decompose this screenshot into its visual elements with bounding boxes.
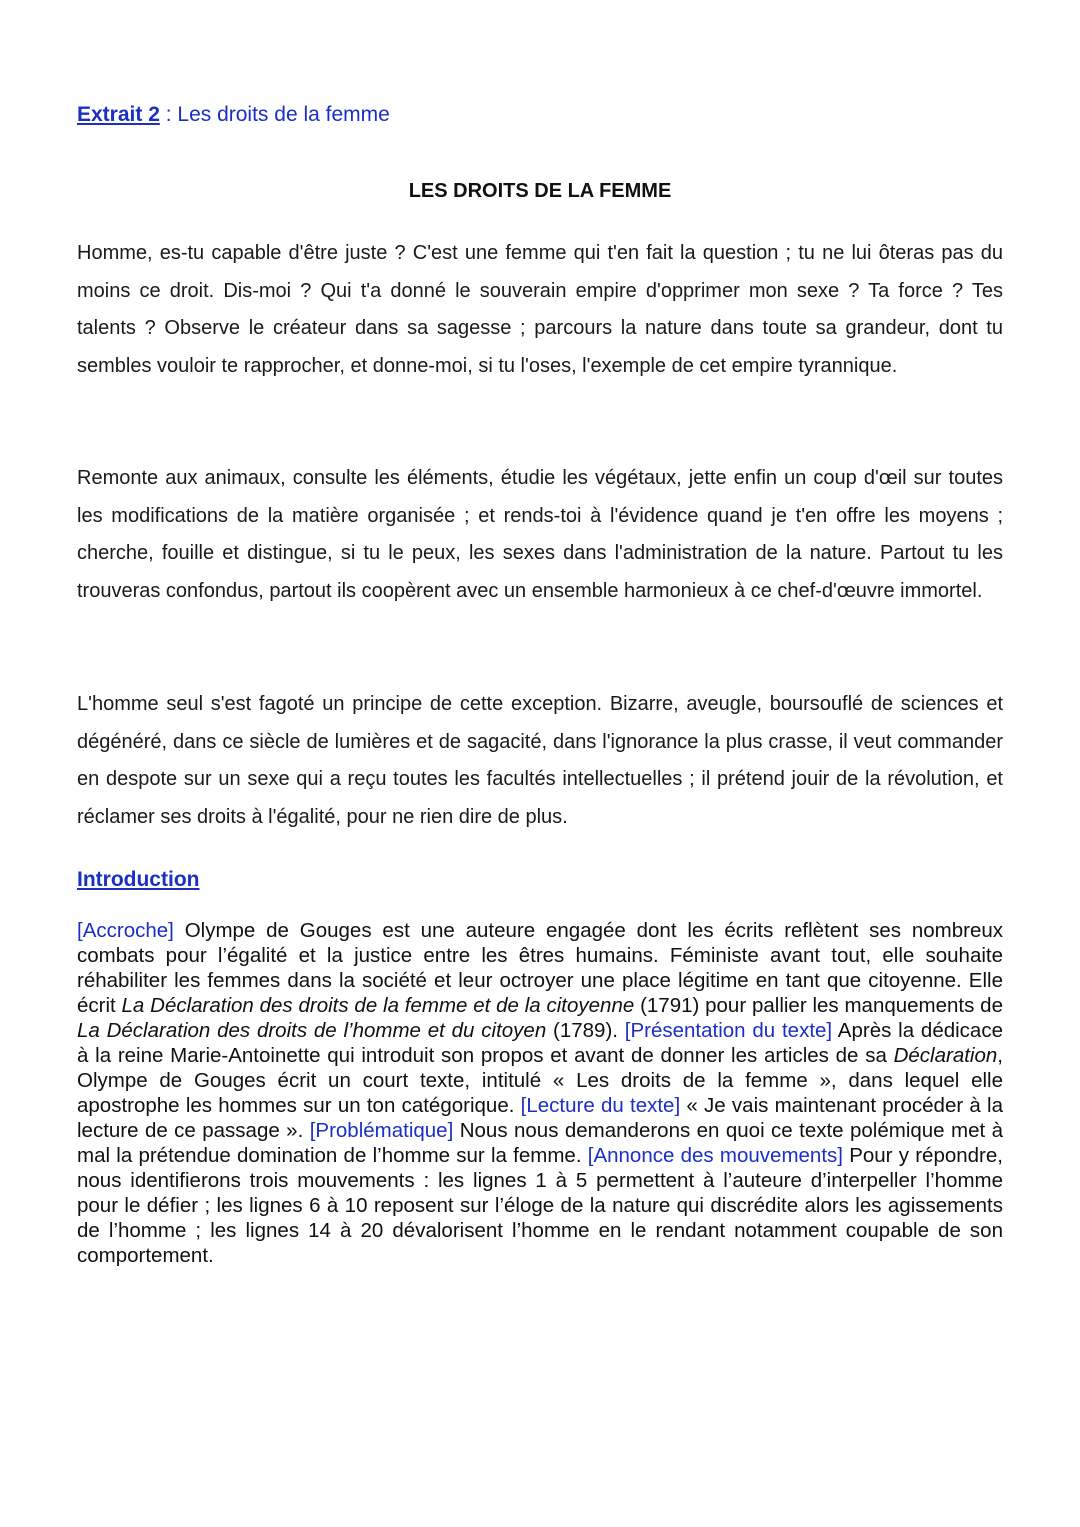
intro-text-2: (1791) pour pallier les manquements de [634,994,1003,1017]
intro-italic-title-3: Déclaration [893,1044,998,1067]
tag-lecture: [Lecture du texte] [520,1094,681,1117]
text-paragraph-3: L'homme seul s'est fagoté un principe de cette exception. Bizarre, aveugle, boursouflé de sciences et dégénéré, dans ce siècle de lumières et de sagacité, dans l'ignorance la plus crasse, il veut commander en despote sur un sexe qui a reçu toutes les facultés intellectuelles ; il prétend jouir de la révolution, et réclamer ses droits à l'égalité, pour ne rien dire de plus. [77,693,1003,828]
intro-italic-title-1: La Déclaration des droits de la femme et de la citoyenne [121,994,635,1017]
intro-text-4: Après la dédicace à la reine Marie-Antoinette qui introduit son propos et avant de donner les articles de sa [77,1019,1003,1067]
intro-text-7: Nous nous demanderons en quoi ce texte polémique met à mal la prétendue domination de l’homme sur la femme. [77,1119,1003,1167]
tag-accroche: [Accroche] [77,919,174,942]
tag-problematique: [Problématique] [309,1119,454,1142]
text-paragraph-2: Remonte aux animaux, consulte les éléments, étudie les végétaux, jette enfin un coup d'œil sur toutes les modifications de la matière organisée ; et rends-toi à l'évidence quand je t'en offre les moyens ; cherche, fouille et distingue, si tu le peux, les sexes dans l'administration de la nature. Partout tu les trouveras confondus, partout ils coopèrent avec un ensemble harmonieux à ce chef-d'œuvre immortel. [77,467,1003,602]
intro-italic-title-2: La Déclaration des droits de l’homme et du citoyen [77,1019,547,1042]
introduction-paragraph [77,918,1003,1268]
intro-text-3: (1789). [546,1019,625,1042]
intro-text-6: « Je vais maintenant procéder à la lecture de ce passage ». [77,1094,1004,1142]
extract-heading [77,101,390,129]
extract-link[interactable]: Extrait 2 [77,103,160,126]
introduction-heading[interactable]: Introduction [77,868,200,891]
intro-text-8: Pour y répondre, nous identifierons trois mouvements : les lignes 1 à 5 permettent à l’auteure d’interpeller l’homme pour le défier ; les lignes 6 à 10 reposent sur l’éloge de la nature qui discrédite alors les agissements de l’homme ; les lignes 14 à 20 dévalorisent l’homme en le rendant notamment coupable de son comportement. [77,1144,1003,1267]
extract-subtitle: Les droits de la femme [177,103,390,126]
text-paragraph-1: Homme, es-tu capable d'être juste ? C'est une femme qui t'en fait la question ; tu ne lui ôteras pas du moins ce droit. Dis-moi ? Qui t'a donné le souverain empire d'opprimer mon sexe ? Ta force ? Tes talents ? Observe le créateur dans sa sagesse ; parcours la nature dans toute sa grandeur, dont tu sembles vouloir te rapprocher, et donne-moi, si tu l'oses, l'exemple de cet empire tyrannique. [77,242,1003,377]
document-title: LES DROITS DE LA FEMME [408,180,672,202]
intro-text-5: , Olympe de Gouges écrit un court texte, intitulé « Les droits de la femme », dans lequel elle apostrophe les hommes sur un ton catégorique. [77,1044,1003,1117]
heading-separator: : [159,103,178,126]
tag-presentation: [Présentation du texte] [624,1019,833,1042]
tag-annonce: [Annonce des mouvements] [587,1144,843,1167]
intro-text-1: Olympe de Gouges est une auteure engagée dont les écrits reflètent ses nombreux combats pour l’égalité et la justice entre les êtres humains. Féministe avant tout, elle souhaite réhabiliter les femmes dans la société et leur octroyer une place légitime en tant que citoyenne. Elle écrit [77,919,1003,1017]
